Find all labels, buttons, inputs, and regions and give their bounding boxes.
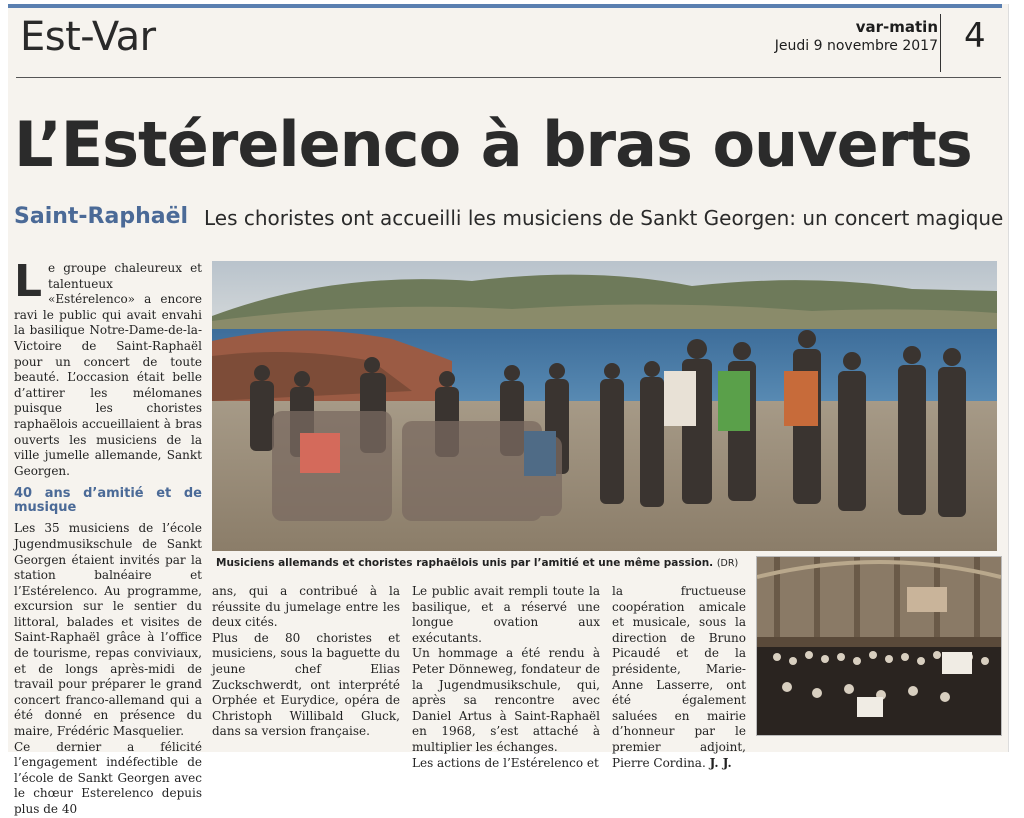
concert-photo [756,556,1002,736]
section-title: Est-Var [20,14,156,60]
drop-cap: L [14,256,43,307]
body-paragraph: Les actions de l’Estérelenco et [412,755,599,770]
body-paragraph: Un hommage a été rendu à Peter Dönneweg, fondateur de la Jugendmusikschule, qui, après sa rencontre avec Daniel Artus à Saint-Raphaël en 1968, s’est attaché à multiplier les échanges. [412,646,600,754]
group-photo [212,261,997,551]
photo-credit: (DR) [716,558,739,569]
masthead-divider [940,14,941,72]
column-2 [212,584,400,740]
lead-text: e groupe chaleureux et talentueux «Estérelenco» a encore ravi le public qui avait envahi la basilique Notre-Dame-de-la-Victoire de Saint-Raphaël pour un concert de toute beauté. L’occasion était belle d’attirer les mélomanes puisque les choristes raphaëlois accueillaient à bras ouverts les musiciens de la ville jumelle allemande, Sankt Georgen. [14,261,202,478]
intertitle: 40 ans d’amitié et de musique [14,486,202,516]
top-color-bar [8,4,1002,8]
body-paragraph: Le public avait rempli toute la basilique, et a réservé une longue ovation aux exécutants. [412,584,600,645]
page-number: 4 [964,16,986,56]
signature: J. J. [709,755,732,770]
headline: L’Estérelenco à bras ouverts [14,108,972,181]
group-photo-image [212,261,997,551]
header-rule [16,77,1001,78]
newspaper-page [8,4,1009,816]
brand-name: var-matin [855,18,938,36]
body-paragraph: Les 35 musiciens de l’école Jugendmusikschule de Sankt Georgen étaient invités par la station balnéaire et l’Estérelenco. Au programme, excursion sur le sentier du littoral, balades et visites de Saint-Raphaël grâce à l’office de tourisme, repas conviviaux, et de longs après-midi de travail pour préparer le grand concert franco-allemand qui a été donné en présence du maire, Frédéric Masquelier. [14,521,202,739]
column-3 [412,584,600,771]
masthead [775,18,938,54]
kicker: Saint-Raphaël [14,204,189,229]
lead-paragraph [14,256,202,479]
subheadline: Les choristes ont accueilli les musiciens de Sankt Georgen: un concert magique [204,206,1004,230]
body-paragraph: la fructueuse coopération amicale et musicale, sous la direction de Bruno Picaudé et de la présidente, Marie-Anne Lasserre, ont été également saluées en mairie d’honneur par le premier adjoint, Pierre Cordina. J. J. [612,584,746,770]
concert-photo-image [757,557,1001,735]
body-paragraph: Plus de 80 choristes et musiciens, sous la baguette du jeune chef Elias Zuckschwerdt, ont interprété Orphée et Eurydice, opéra de Christoph Willibald Gluck, dans sa version française. [212,630,400,739]
issue-date: Jeudi 9 novembre 2017 [774,38,938,54]
column-4 [612,584,746,771]
column-1 [14,256,202,818]
body-paragraph: Ce dernier a félicité l’engagement indéfectible de l’école de Sankt Georgen avec le chœur Esterelenco depuis plus de 40 [14,739,202,816]
body-paragraph: ans, qui a contribué à la réussite du jumelage entre les deux cités. [212,584,400,630]
caption-text: Musiciens allemands et choristes raphaëlois unis par l’amitié et une même passion. [216,557,714,569]
